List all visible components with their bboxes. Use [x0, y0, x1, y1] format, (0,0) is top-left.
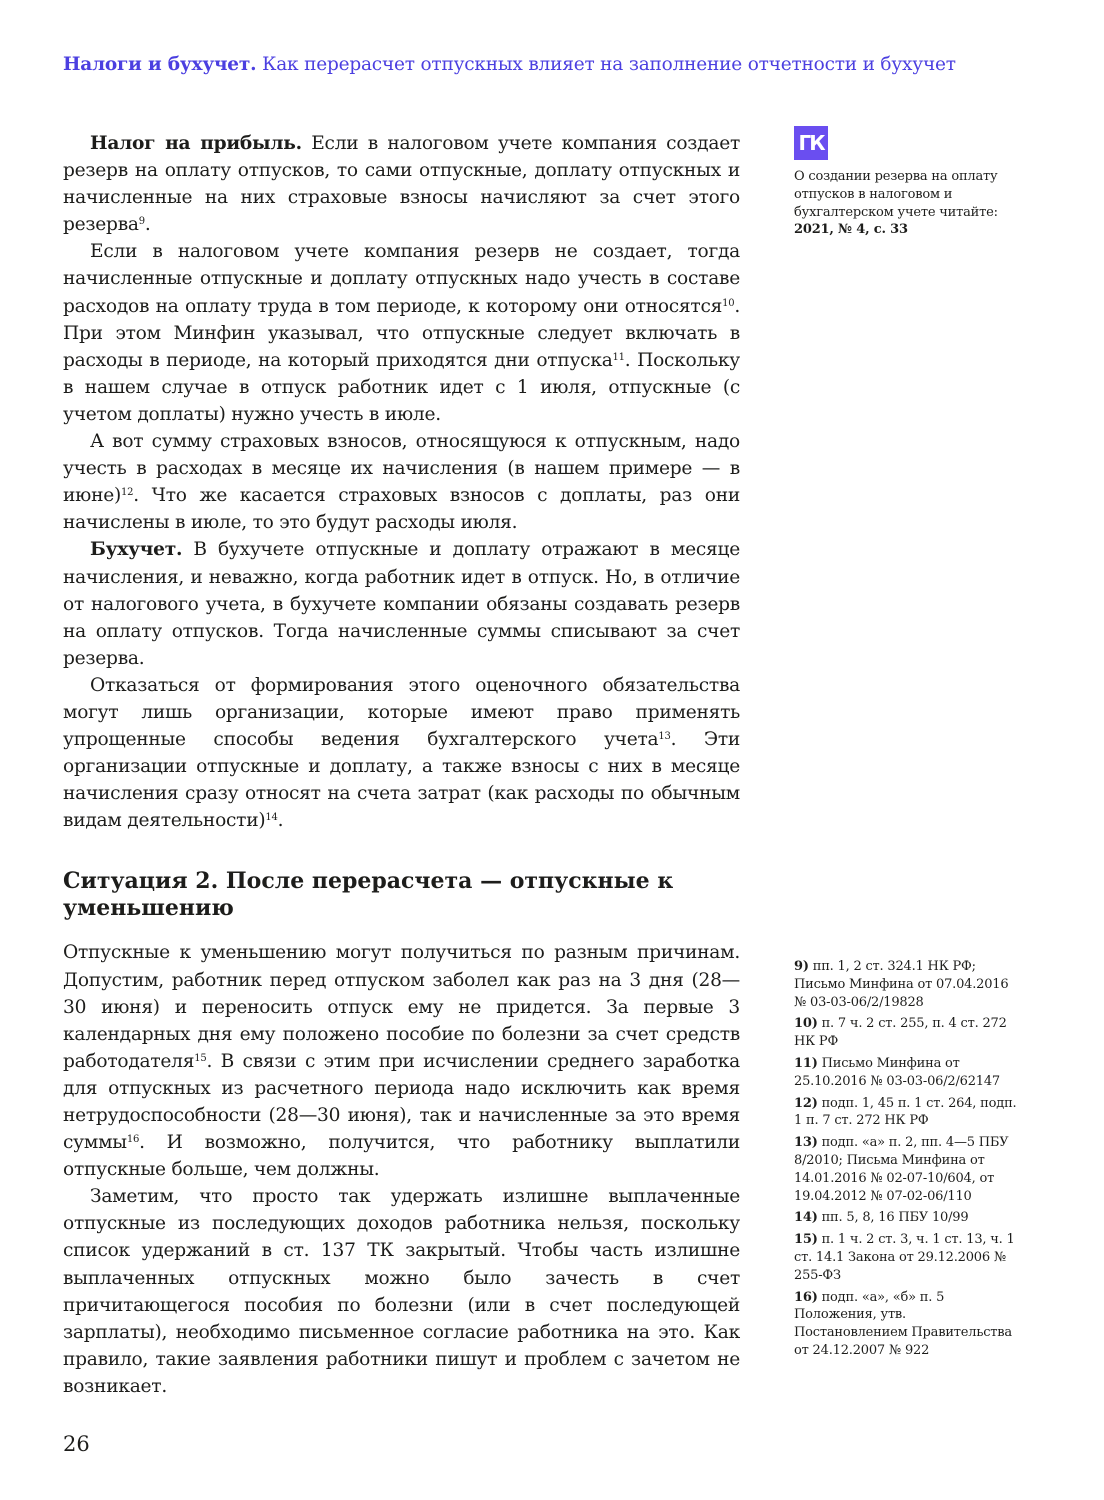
text-run: А вот сумму страховых взносов, относящуюся к отпускным, надо учесть в расходах в месяце их начисления (в нашем примере — в июне): [63, 431, 740, 507]
footnote-ref: 15: [194, 1052, 207, 1064]
footnote: [794, 1231, 1019, 1284]
footnote-ref: 12: [120, 487, 134, 499]
header-title: Как перерасчет отпускных влияет на заполнение отчетности и бухучет: [262, 54, 956, 75]
footnote: [794, 1015, 1019, 1051]
footnote-text: п. 7 ч. 2 ст. 255, п. 4 ст. 272 НК РФ: [794, 1016, 1007, 1050]
text-run: . Поскольку в нашем случае в отпуск работник идет с 1 июля, отпускные (с учетом доплаты) нужно учесть в июле.: [63, 349, 740, 425]
footnote: [794, 958, 1019, 1011]
footnote-number: 16): [794, 1289, 818, 1305]
text-run: .: [144, 214, 151, 236]
section-heading: Ситуация 2. После перерасчета — отпускные к уменьшению: [63, 868, 674, 922]
text-run: . Эти организации отпускные и доплату, а также взносы с них в месяце начисления сразу относят на счета затрат (как расходы по обычным видам деятельности): [63, 729, 741, 832]
paragraph: [63, 428, 740, 536]
text-run: . В связи с этим при исчислении среднего заработка для отпускных из расчетного периода надо исключить как время нетрудоспособности (28—30 июня), так и начисленные за это время суммы: [63, 1050, 740, 1154]
text-run: Отпускные к уменьшению могут получиться по разным причинам. Допустим, работник перед отпуском заболел как раз на 3 дня (28—30 июня) и переносить отпуск ему не придется. За первые 3 календарных дня ему положено пособие по болезни за счет средств работодателя: [63, 942, 740, 1072]
footnote-text: п. 1 ч. 2 ст. 3, ч. 1 ст. 13, ч. 1 ст. 14.1 Закона от 29.12.2006 № 255-ФЗ: [794, 1232, 1015, 1283]
footnote-ref: 10: [722, 297, 735, 309]
paragraph: [63, 536, 740, 671]
footnote-number: 14): [794, 1210, 818, 1226]
text-run: Заметим, что просто так удержать излишне выплаченные отпускные из последующих доходов работника нельзя, поскольку список удержаний в ст. 137 ТК закрытый. Чтобы часть излишне выплаченных отпускных можно было зачесть в счет причитающегося пособия по болезни (или в счет последующей зарплаты), необходимо письменное согласие работника на это. Как правило, такие заявления работники пишут и проблем с зачетом не возникает.: [63, 1186, 740, 1397]
footnote: [794, 1289, 1019, 1360]
paragraph: [63, 238, 740, 428]
footnote-number: 12): [794, 1095, 818, 1111]
footnote-number: 13): [794, 1135, 818, 1151]
footnote-number: 10): [794, 1016, 818, 1032]
reference-issue: 2021, № 4, с. 33: [794, 222, 908, 238]
footnote-ref: 9: [138, 216, 145, 228]
text-run: . И возможно, получится, что работнику выплатили отпускные больше, чем должны.: [63, 1132, 740, 1181]
run-in-heading: Налог на прибыль.: [90, 133, 302, 154]
run-in-heading: Бухучет.: [90, 539, 183, 561]
footnotes: [794, 958, 1019, 1364]
sidebar-reference: [794, 168, 1019, 239]
section-1-body: [63, 130, 740, 834]
footnote: [794, 1209, 1019, 1227]
reference-text: О создании резерва на оплату отпусков в налоговом и бухгалтерском учете читайте:: [794, 169, 998, 220]
text-run: . При этом Минфин указывал, что отпускные следует включать в расходы в периоде, на который приходятся дни отпуска: [63, 295, 740, 371]
footnote-text: пп. 1, 2 ст. 324.1 НК РФ; Письмо Минфина от 07.04.2016 № 03-03-06/2/19828: [794, 959, 1009, 1010]
footnote-number: 11): [794, 1055, 818, 1071]
main-column: [63, 130, 740, 1400]
footnote-text: подп. «а» п. 2, пп. 4—5 ПБУ 8/2010; Письма Минфина от 14.01.2016 № 02-07-10/604, от 19.04.2012 № 07-02-06/110: [794, 1135, 1009, 1204]
footnote-ref: 16: [126, 1134, 140, 1146]
paragraph: [63, 672, 740, 835]
text-run: . Что же касается страховых взносов с доплаты, раз они начислены в июле, то это будут расходы июля.: [63, 485, 740, 534]
footnote-text: пп. 5, 8, 16 ПБУ 10/99: [821, 1210, 969, 1226]
footnote-text: подп. «а», «б» п. 5 Положения, утв. Постановлением Правительства от 24.12.2007 № 922: [794, 1289, 1012, 1358]
running-header: [63, 54, 956, 75]
footnote-text: подп. 1, 45 п. 1 ст. 264, подп. 1 п. 7 ст. 272 НК РФ: [794, 1095, 1017, 1129]
footnote: [794, 1095, 1019, 1131]
footnote-ref: 13: [658, 731, 671, 743]
footnote-number: 9): [794, 959, 809, 974]
footnote-ref: 14: [265, 812, 278, 824]
paragraph: [63, 1183, 740, 1400]
text-run: .: [277, 810, 284, 832]
footnote-ref: 11: [612, 351, 625, 363]
page-number: 26: [63, 1432, 90, 1456]
footnote: [794, 1055, 1019, 1091]
text-run: В бухучете отпускные и доплату отражают в месяце начисления, и неважно, когда работник идет в отпуск. Но, в отличие от налогового учета, в бухучете компании обязаны создавать резерв на оплату отпусков. Тогда начисленные суммы списывают за счет резерва.: [63, 539, 740, 669]
text-run: Отказаться от формирования этого оценочного обязательства могут лишь организации, которые имеют право применять упрощенные способы ведения бухгалтерского учета: [63, 674, 740, 751]
section-2-body: [63, 939, 740, 1400]
footnote: [794, 1134, 1019, 1205]
paragraph: [63, 130, 740, 238]
paragraph: [63, 939, 740, 1183]
footnote-number: 15): [794, 1232, 818, 1248]
header-section: Налоги и бухучет.: [63, 54, 257, 75]
text-run: Если в налоговом учете компания создает резерв на оплату отпусков, то сами отпускные, доплату отпускных и начисленные на них страховые взносы начисляют за счет этого резерва: [63, 133, 740, 236]
footnote-text: Письмо Минфина от 25.10.2016 № 03-03-06/2/62147: [794, 1055, 1000, 1089]
magazine-logo-icon: ГК: [794, 126, 828, 160]
text-run: Если в налоговом учете компания резерв не создает, тогда начисленные отпускные и доплату отпускных надо учесть в составе расходов на оплату труда в том периоде, к которому они относятся: [63, 241, 740, 317]
